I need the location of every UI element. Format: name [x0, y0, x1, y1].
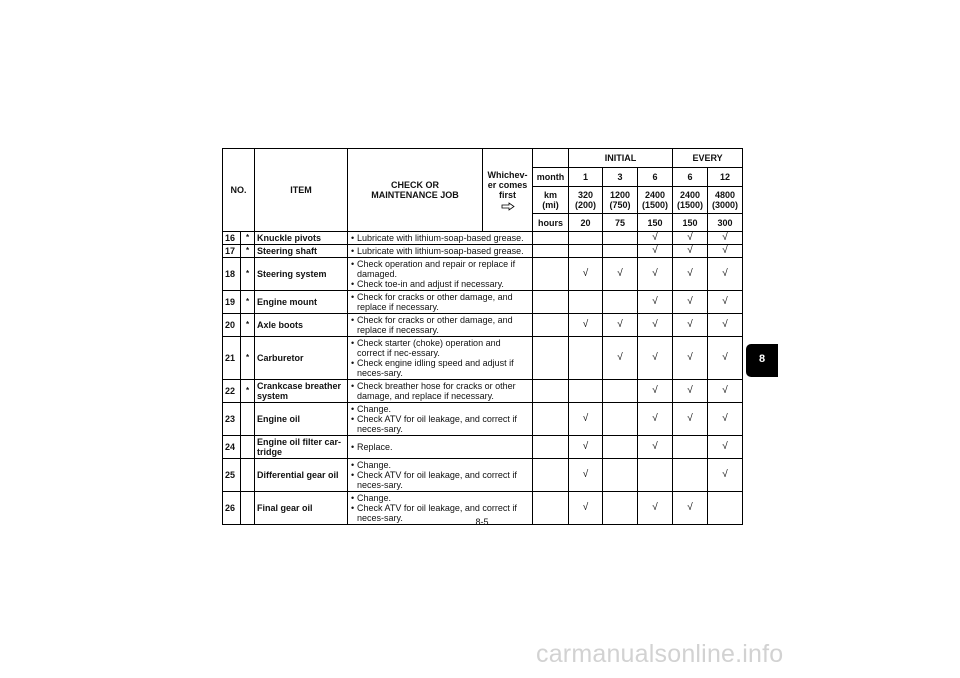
blank-cell [533, 232, 569, 245]
row-job [348, 291, 533, 314]
maintenance-schedule-table [222, 148, 743, 525]
page-number: 8-5 [475, 517, 489, 527]
blank-cell [533, 492, 569, 525]
check-cell: √ [569, 436, 603, 459]
bullet-icon: • [351, 246, 355, 256]
check-cell [603, 291, 638, 314]
job-line [350, 338, 530, 358]
blank-cell [533, 459, 569, 492]
month-cell: 1 [569, 168, 603, 187]
chapter-number: 8 [758, 353, 766, 365]
job-text: Change. [357, 493, 392, 503]
check-cell: √ [673, 314, 708, 337]
check-cell: √ [673, 245, 708, 258]
job-line [350, 442, 530, 452]
job-text: Check ATV for oil leakage, and correct if neces-sary. [357, 414, 517, 434]
bullet-icon: • [351, 233, 355, 243]
row-item: Differential gear oil [255, 459, 348, 492]
bullet-icon: • [351, 358, 355, 368]
row-item: Engine oil [255, 403, 348, 436]
check-cell: √ [673, 258, 708, 291]
check-cell: √ [673, 403, 708, 436]
job-line [350, 292, 530, 312]
month-cell: 6 [638, 168, 673, 187]
check-cell: √ [708, 291, 743, 314]
row-item: Final gear oil [255, 492, 348, 525]
check-cell: √ [673, 380, 708, 403]
check-cell: √ [708, 337, 743, 380]
job-text: Change. [357, 404, 392, 414]
check-cell [673, 459, 708, 492]
check-cell [569, 380, 603, 403]
check-cell: √ [673, 291, 708, 314]
job-line [350, 493, 530, 503]
row-item: Engine oil filter car-tridge [255, 436, 348, 459]
hours-cell: 150 [673, 214, 708, 232]
row-job [348, 459, 533, 492]
check-cell: √ [638, 258, 673, 291]
row-item: Carburetor [255, 337, 348, 380]
job-text: Change. [357, 460, 392, 470]
row-number: 25 [223, 459, 241, 492]
table-row [223, 291, 743, 314]
job-line [350, 381, 530, 401]
dealer-mark [241, 403, 255, 436]
blank-cell [533, 403, 569, 436]
row-job [348, 314, 533, 337]
bullet-icon: • [351, 442, 355, 452]
dealer-mark: * [241, 337, 255, 380]
job-line [350, 315, 530, 335]
row-item: Axle boots [255, 314, 348, 337]
dealer-mark: * [241, 314, 255, 337]
check-cell: √ [638, 314, 673, 337]
check-cell: √ [708, 459, 743, 492]
check-cell: √ [569, 403, 603, 436]
table-row [223, 459, 743, 492]
km-cell: 2400 (1500) [638, 187, 673, 214]
header-item: ITEM [255, 149, 348, 232]
job-text: Check breather hose for cracks or other damage, and replace if necessary. [357, 381, 516, 401]
row-number: 21 [223, 337, 241, 380]
check-cell: √ [673, 232, 708, 245]
row-item: Knuckle pivots [255, 232, 348, 245]
check-cell: √ [569, 492, 603, 525]
job-text: Check ATV for oil leakage, and correct if neces-sary. [357, 470, 517, 490]
check-cell [569, 337, 603, 380]
check-cell: √ [603, 258, 638, 291]
blank-cell [533, 258, 569, 291]
check-cell: √ [708, 232, 743, 245]
header-blank [533, 149, 569, 168]
month-cell: 3 [603, 168, 638, 187]
job-text: Check toe-in and adjust if necessary. [357, 279, 504, 289]
job-line [350, 233, 530, 243]
row-number: 22 [223, 380, 241, 403]
blank-cell [533, 436, 569, 459]
km-cell: 320 (200) [569, 187, 603, 214]
dealer-mark [241, 459, 255, 492]
row-job [348, 403, 533, 436]
job-text: Check engine idling speed and adjust if neces-sary. [357, 358, 514, 378]
dealer-mark: * [241, 291, 255, 314]
row-job [348, 258, 533, 291]
job-line [350, 279, 530, 289]
label-month: month [533, 168, 569, 187]
job-line [350, 470, 530, 490]
check-cell [603, 403, 638, 436]
check-cell [603, 245, 638, 258]
bullet-icon: • [351, 279, 355, 289]
job-text: Check for cracks or other damage, and replace if necessary. [357, 292, 513, 312]
bullet-icon: • [351, 503, 355, 513]
check-cell [569, 245, 603, 258]
check-cell: √ [638, 245, 673, 258]
table-row [223, 380, 743, 403]
job-line [350, 259, 530, 279]
check-cell: √ [638, 403, 673, 436]
hours-cell: 150 [638, 214, 673, 232]
row-job [348, 380, 533, 403]
bullet-icon: • [351, 460, 355, 470]
hours-cell: 75 [603, 214, 638, 232]
row-number: 17 [223, 245, 241, 258]
label-hours: hours [533, 214, 569, 232]
row-number: 19 [223, 291, 241, 314]
check-cell: √ [708, 245, 743, 258]
bullet-icon: • [351, 292, 355, 302]
dealer-mark: * [241, 232, 255, 245]
job-line [350, 503, 530, 523]
job-text: Check starter (choke) operation and correct if nec-essary. [357, 338, 501, 358]
check-cell: √ [638, 291, 673, 314]
watermark: carmanualsonline.info [536, 640, 784, 668]
table-row [223, 337, 743, 380]
row-number: 16 [223, 232, 241, 245]
check-cell: √ [603, 337, 638, 380]
check-cell: √ [708, 314, 743, 337]
job-text: Check ATV for oil leakage, and correct if neces-sary. [357, 503, 517, 523]
arrow-right-icon [501, 202, 515, 211]
check-cell: √ [569, 258, 603, 291]
bullet-icon: • [351, 493, 355, 503]
table-row [223, 403, 743, 436]
job-line [350, 246, 530, 256]
job-line [350, 404, 530, 414]
header-whichever [483, 149, 533, 232]
row-item: Crankcase breather system [255, 380, 348, 403]
whichever-label: Whichev-er comes first [487, 169, 528, 200]
check-cell: √ [673, 492, 708, 525]
blank-cell [533, 337, 569, 380]
bullet-icon: • [351, 259, 355, 269]
bullet-icon: • [351, 381, 355, 391]
check-cell [569, 232, 603, 245]
row-number: 20 [223, 314, 241, 337]
check-cell [603, 492, 638, 525]
check-cell: √ [638, 492, 673, 525]
table-row [223, 232, 743, 245]
row-number: 24 [223, 436, 241, 459]
row-item: Steering system [255, 258, 348, 291]
header-every: EVERY [673, 149, 743, 168]
check-cell: √ [569, 314, 603, 337]
check-cell [708, 492, 743, 525]
table-row [223, 258, 743, 291]
dealer-mark [241, 492, 255, 525]
dealer-mark: * [241, 245, 255, 258]
km-cell: 4800 (3000) [708, 187, 743, 214]
table-row [223, 314, 743, 337]
check-cell: √ [569, 459, 603, 492]
blank-cell [533, 314, 569, 337]
job-text: Check for cracks or other damage, and replace if necessary. [357, 315, 513, 335]
dealer-mark: * [241, 258, 255, 291]
table-row [223, 436, 743, 459]
row-item: Steering shaft [255, 245, 348, 258]
check-cell: √ [708, 403, 743, 436]
blank-cell [533, 245, 569, 258]
check-cell [603, 459, 638, 492]
check-cell [603, 436, 638, 459]
job-line [350, 358, 530, 378]
check-cell: √ [708, 258, 743, 291]
bullet-icon: • [351, 315, 355, 325]
month-cell: 12 [708, 168, 743, 187]
job-text: Lubricate with lithium-soap-based grease. [357, 246, 524, 256]
row-number: 18 [223, 258, 241, 291]
check-cell [638, 459, 673, 492]
hours-cell: 300 [708, 214, 743, 232]
job-text: Lubricate with lithium-soap-based grease. [357, 233, 524, 243]
month-cell: 6 [673, 168, 708, 187]
header-initial: INITIAL [569, 149, 673, 168]
chapter-tab [746, 344, 778, 377]
dealer-mark [241, 436, 255, 459]
bullet-icon: • [351, 404, 355, 414]
check-cell: √ [708, 380, 743, 403]
check-cell [673, 436, 708, 459]
check-cell: √ [673, 337, 708, 380]
job-text: Check operation and repair or replace if damaged. [357, 259, 516, 279]
row-job [348, 245, 533, 258]
row-item: Engine mount [255, 291, 348, 314]
km-cell: 2400 (1500) [673, 187, 708, 214]
header-no: NO. [223, 149, 255, 232]
row-job [348, 492, 533, 525]
check-cell [603, 380, 638, 403]
bullet-icon: • [351, 338, 355, 348]
check-cell: √ [638, 232, 673, 245]
job-line [350, 460, 530, 470]
bullet-icon: • [351, 414, 355, 424]
label-km: km (mi) [533, 187, 569, 214]
row-number: 23 [223, 403, 241, 436]
row-job [348, 232, 533, 245]
header-job: CHECK OR MAINTENANCE JOB [348, 149, 483, 232]
dealer-mark: * [241, 380, 255, 403]
check-cell: √ [603, 314, 638, 337]
check-cell [603, 232, 638, 245]
check-cell: √ [708, 436, 743, 459]
hours-cell: 20 [569, 214, 603, 232]
blank-cell [533, 380, 569, 403]
row-job [348, 337, 533, 380]
row-job [348, 436, 533, 459]
km-cell: 1200 (750) [603, 187, 638, 214]
job-text: Replace. [357, 442, 393, 452]
table-row [223, 245, 743, 258]
blank-cell [533, 291, 569, 314]
check-cell [569, 291, 603, 314]
check-cell: √ [638, 337, 673, 380]
job-line [350, 414, 530, 434]
check-cell: √ [638, 380, 673, 403]
check-cell: √ [638, 436, 673, 459]
row-number: 26 [223, 492, 241, 525]
bullet-icon: • [351, 470, 355, 480]
